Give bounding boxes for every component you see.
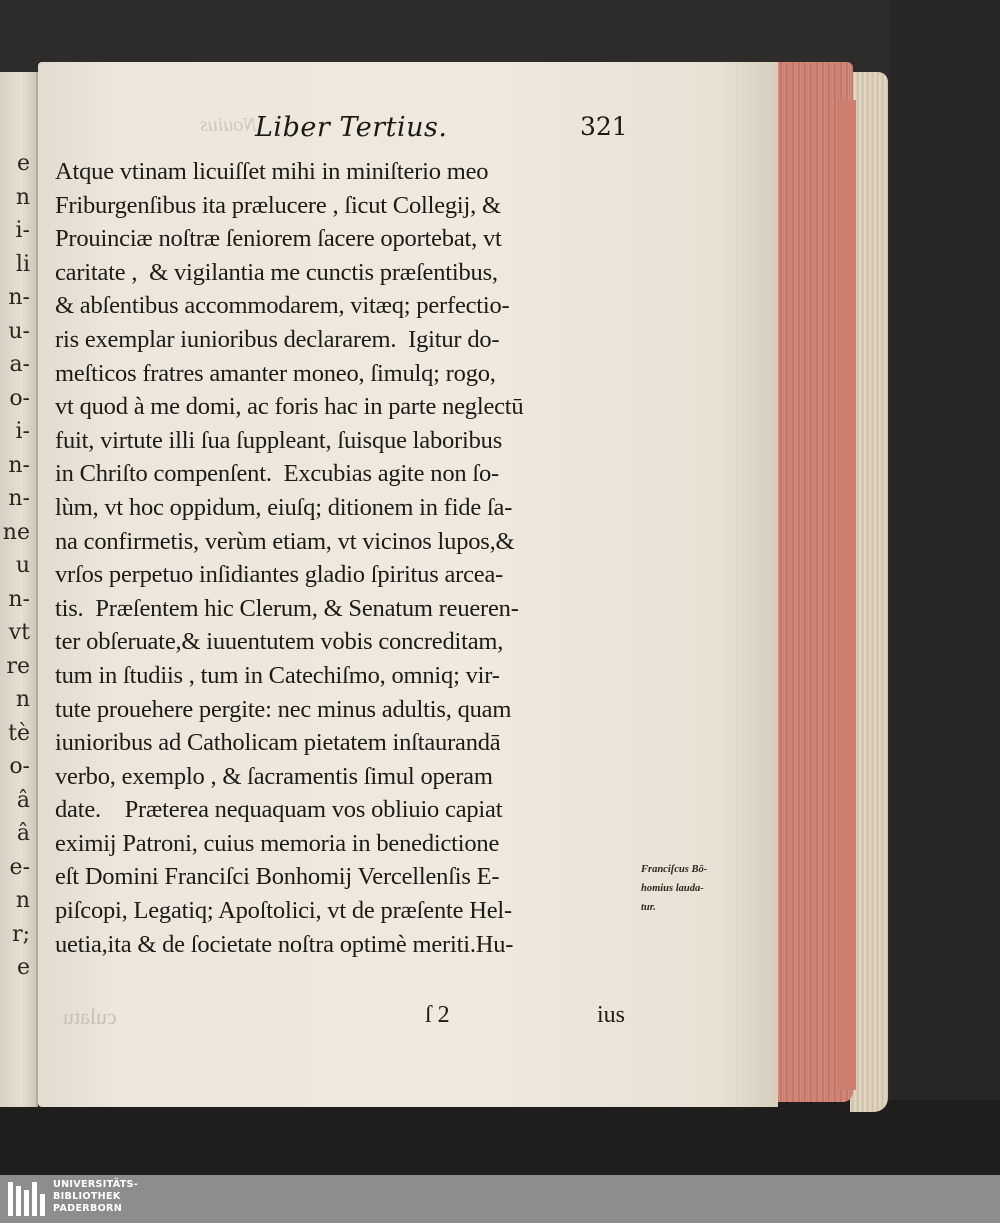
library-footer [0,1175,1000,1223]
text-line: iunioribus ad Catholicam pietatem inſtaurandā [55,729,501,757]
text-line: tute prouehere pergite: nec minus adultis, quam [55,695,512,723]
previous-page-fragment: li [15,251,30,277]
running-head: Liber Tertius. [255,112,448,143]
text-line: meſticos fratres amanter moneo, ſimulq; rogo, [55,359,496,387]
previous-page-fragment: o- [9,385,30,411]
red-fore-edge-inner [838,100,856,1090]
previous-page-fragment: â [16,787,30,813]
text-line: Atque vtinam licuiſſet mihi in miniſterio meo [55,158,489,185]
marginal-note-line: homius lauda- [641,883,704,894]
marginal-note-line: tur. [641,902,656,913]
previous-page-fragment: n [15,687,30,712]
previous-page-fragment: n- [8,486,30,511]
previous-page-fragment: n [15,184,30,210]
text-line: piſcopi, Legatiq; Apoſtolici, vt de præſente Hel- [55,897,512,925]
marginal-note [641,860,766,917]
previous-page-fragment: vt [8,620,30,645]
previous-page-fragment: n- [8,586,30,612]
text-line: Prouinciæ noſtræ ſeniorem ſacere oportebat, vt [55,225,502,253]
previous-page-fragment: tè [8,720,30,746]
previous-page-fragment: u [15,553,30,578]
text-line: caritate , & vigilantia me cunctis præſentibus, [55,258,498,286]
show-through-text-bottom: culatu [63,1004,117,1029]
previous-page-fragment: i- [15,218,30,243]
previous-page-fragment: ne [2,519,30,545]
text-line: date. Præterea nequaquam vos obliuio capiat [55,796,503,824]
photo-background-right [890,0,1000,1175]
text-line: verbo, exemplo , & ſacramentis ſimul operam [55,762,493,790]
previous-page-fragment: â [16,821,30,846]
library-name [53,1179,138,1215]
text-line: Friburgenſibus ita prælucere , ſicut Collegij, & [55,191,501,219]
body-text [55,155,645,961]
previous-page-edge [0,72,38,1107]
library-name-line: UNIVERSITÄTS- [53,1179,139,1190]
previous-page-fragment: n- [8,452,30,478]
text-line: in Chriſto compenſent. Excubias agite non ſo- [55,460,499,488]
marginal-note-line: Franciſcus Bō- [641,864,708,875]
text-line: na confirmetis, verùm etiam, vt vicinos lupos,& [55,527,515,555]
page-number: 321 [580,112,628,141]
text-line: vt quod à me domi, ac foris hac in parte neglectū [55,393,524,421]
signature-mark: ſ 2 [425,1002,450,1028]
previous-page-fragment: i- [15,419,30,444]
text-line: ris exemplar iunioribus declararem. Igitur do- [55,325,500,353]
text-line: ter obſeruate,& iuuentutem vobis concreditam, [55,628,504,656]
previous-page-fragment: r; [12,921,30,947]
previous-page-fragment: n- [8,285,30,310]
previous-page-fragment: u- [8,318,30,344]
show-through-text-top: Nouius [200,114,257,136]
library-name-line: BIBLIOTHEK [53,1191,121,1202]
text-line: uetia,ita & de ſocietate noſtra optimè meriti.Hu- [55,930,514,958]
text-line: vrſos perpetuo inſidiantes gladio ſpiritus arcea- [55,561,504,589]
text-line: tis. Præſentem hic Clerum, & Senatum reueren- [55,594,519,622]
catchword: ius [597,1002,626,1028]
previous-page-fragment: a- [9,352,30,377]
photo-background-top [0,0,1000,70]
previous-page-fragment: o- [9,754,30,779]
previous-page-fragment: e [16,955,30,980]
text-line: lùm, vt hoc oppidum, eiuſq; ditionem in fide ſa- [55,493,513,521]
text-line: eſt Domini Franciſci Bonhomij Vercellenſis E- [55,863,500,891]
text-line: tum in ſtudiis , tum in Catechiſmo, omniq; vir- [55,661,500,689]
library-name-line: PADERBORN [53,1203,123,1214]
text-line: & abſentibus accommodarem, vitæq; perfectio- [55,292,510,320]
previous-page-fragment: re [6,653,30,679]
previous-page-fragment: e [16,151,30,176]
previous-page-fragment: n [15,888,30,913]
text-line: fuit, virtute illi ſua ſuppleant, ſuisque laboribus [55,426,503,454]
text-line: eximij Patroni, cuius memoria in benedictione [55,829,500,857]
library-bars-logo-icon [8,1182,46,1216]
previous-page-fragment: e- [9,854,30,880]
